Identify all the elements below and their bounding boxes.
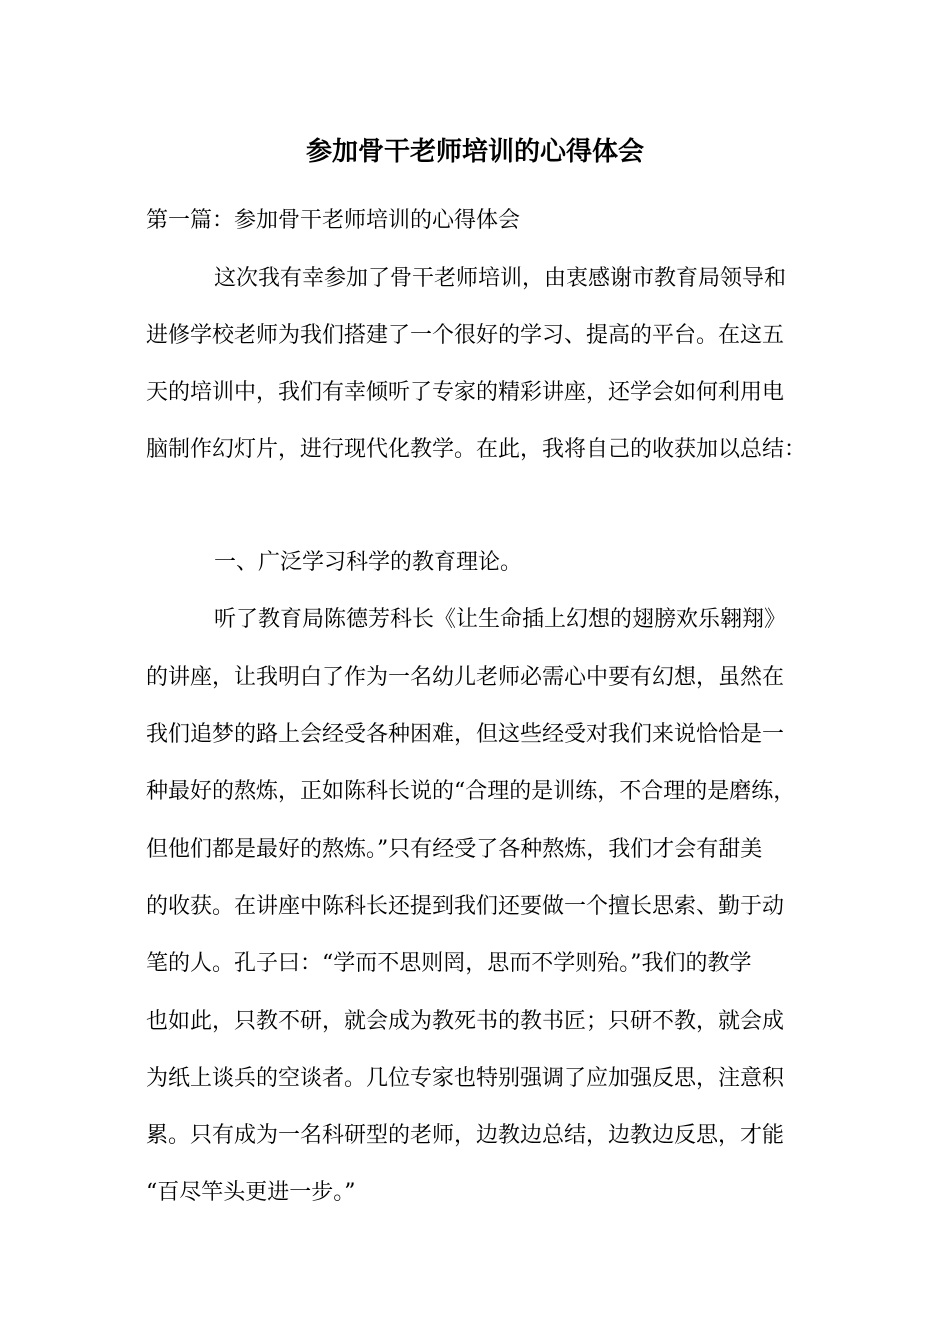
paragraph-1-line-4: 脑制作幻灯片，进行现代化教学。在此，我将自己的收获加以总结：: [146, 437, 807, 462]
paragraph-1-line-3: 天的培训中，我们有幸倾听了专家的精彩讲座，还学会如何利用电: [146, 380, 785, 405]
subtitle: 第一篇：参加骨干老师培训的心得体会: [146, 208, 521, 233]
paragraph-2-line-9: 为纸上谈兵的空谈者。几位专家也特别强调了应加强反思，注意积: [146, 1066, 785, 1091]
paragraph-2-line-3: 我们追梦的路上会经受各种困难，但这些经受对我们来说恰恰是一: [146, 722, 785, 747]
paragraph-2-line-2: 的讲座，让我明白了作为一名幼儿老师必需心中要有幻想，虽然在: [146, 665, 785, 690]
paragraph-2-line-8: 也如此，只教不研，就会成为教死书的教书匠；只研不教，就会成: [146, 1009, 785, 1034]
paragraph-2-line-6: 的收获。在讲座中陈科长还提到我们还要做一个擅长思索、勤于动: [146, 894, 785, 919]
paragraph-1-line-1: 这次我有幸参加了骨干老师培训，由衷感谢市教育局领导和: [214, 266, 787, 291]
paragraph-2-line-11: “百尽竿头更进一步。”: [146, 1180, 356, 1205]
section-1-heading: 一、广泛学习科学的教育理论。: [214, 550, 523, 575]
paragraph-2-line-4: 种最好的熬炼，正如陈科长说的“合理的是训练，不合理的是磨练，: [146, 779, 796, 804]
document-title: 参加骨干老师培训的心得体会: [305, 137, 644, 167]
paragraph-2-line-5: 但他们都是最好的熬炼。”只有经受了各种熬炼，我们才会有甜美: [146, 837, 763, 862]
paragraph-1-line-2: 进修学校老师为我们搭建了一个很好的学习、提高的平台。在这五: [146, 323, 785, 348]
paragraph-2-line-1: 听了教育局陈德芳科长《让生命插上幻想的翅膀欢乐翱翔》: [214, 607, 787, 632]
paragraph-2-line-10: 累。只有成为一名科研型的老师，边教边总结，边教边反思，才能: [146, 1123, 785, 1148]
paragraph-2-line-7: 笔的人。孔子曰：“学而不思则罔，思而不学则殆。”我们的教学: [146, 951, 752, 976]
